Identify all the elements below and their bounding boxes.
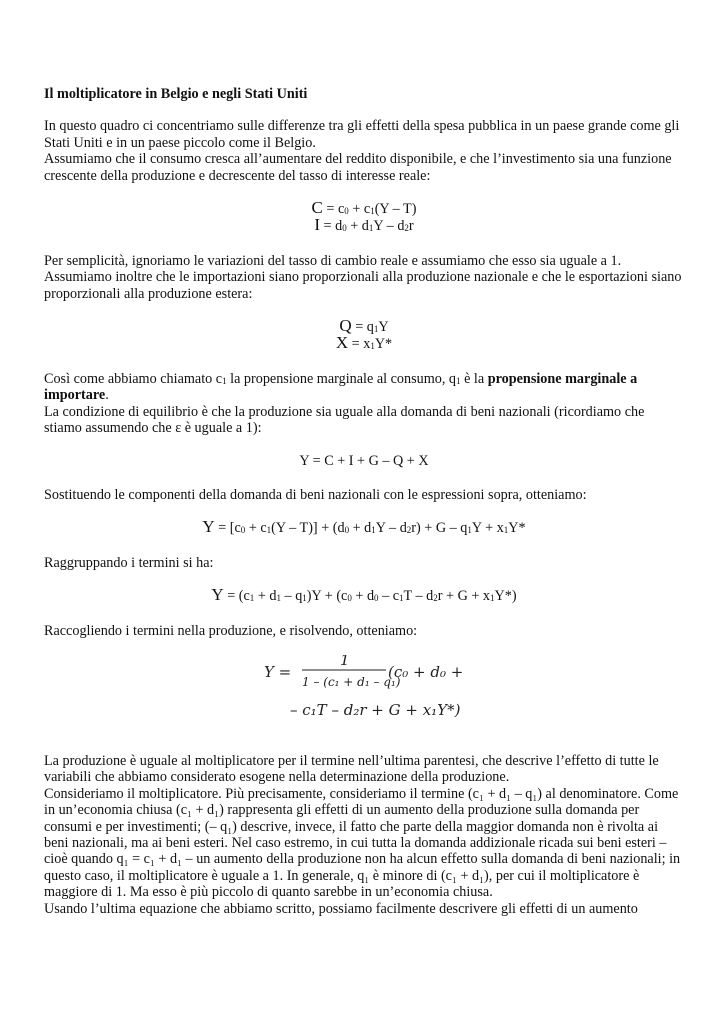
equation-consumption: $C = c_0 + c_1(Y - T)$	[311, 198, 417, 218]
equation-equilibrium: Y = C + I + G – Q + X	[299, 452, 429, 469]
equation-investment: $I = d_0 + d_1Y - d_2r$	[314, 215, 414, 235]
equation-substituted-block	[44, 519, 684, 536]
equation-exports: $X = x_1Y*$	[335, 333, 393, 353]
formula-denominator: 1 – (c₁ + d₁ – q₁)	[302, 674, 401, 689]
paragraph-multiplier-analysis: Consideriamo il moltiplicatore. Più precisamente, consideriamo il termine (c₁ + d₁ – q₁) al denominatore. Come in un’economia chiusa (c₁ + d₁) rappresenta gli effetti di un aumento della produzione sulla domanda per consumi e per investimenti; (– q₁) descrive, invece, il fatto che parte della maggior domanda non è rivolta ai beni nazionali, ma ai beni esteri. Nel caso estremo, in cui tutta la domanda addizionale ricada sui beni esteri – cioè quando q₁ = c₁ + d₁ – un aumento della produzione non ha alcun effetto sulla domanda di beni nazionali; in questo caso, il moltiplicatore è uguale a 1. In generale, q₁ è minore di (c₁ + d₁), per cui il moltiplicatore è maggiore di 1. Ma esso è più piccolo di quanto sarebbe in un’economia chiusa.	[44, 785, 681, 901]
equation-equilibrium-block	[44, 453, 684, 469]
paragraph-intro: In questo quadro ci concentriamo sulle differenze tra gli effetti della spesa pubblica in un paese grande come gli Stati Uniti e in un paese piccolo come il Belgio.	[44, 118, 680, 151]
equation-substituted: $Y = [c_0 + c_1(Y - T)] + (d_0 + d_1Y - d_2r) + G - q_1Y + x_1Y*$	[202, 517, 526, 537]
equation-imports: $Q = q_1Y$	[339, 316, 389, 336]
multiplier-formula	[264, 655, 464, 727]
paragraph-solving: Raccogliendo i termini nella produzione, e risolvendo, otteniamo:	[44, 622, 418, 639]
paragraph-assumptions: Assumiamo che il consumo cresca all’aumentare del reddito disponibile, e che l’investimento sia una funzione crescente della produzione e decrescente del tasso di interesse reale:	[44, 151, 672, 184]
equation-block-trade	[44, 318, 684, 353]
formula-line2: – c₁T – d₂r + G + x₁Y*)	[290, 700, 461, 719]
equation-block-consumption-investment	[44, 200, 684, 235]
formula-lhs: Y =	[264, 662, 292, 681]
paragraph-exchange-rate: Per semplicità, ignoriamo le variazioni del tasso di cambio reale e assumiamo che esso sia uguale a 1. Assumiamo inoltre che le importazioni siano proporzionali alla produzione nazionale e che le esportazioni siano proporzionali alla produzione estera:	[44, 252, 682, 302]
paragraph-substitution: Sostituendo le componenti della domanda di beni nazionali con le espressioni sopra, otteniamo:	[44, 486, 587, 503]
paragraph-last-equation: Usando l’ultima equazione che abbiamo scritto, possiamo facilmente descrivere gli effetti di un aumento	[44, 900, 638, 917]
equation-grouped-block	[44, 587, 684, 604]
paragraph-multiplier-effect: La produzione è uguale al moltiplicatore per il termine nell’ultima parentesi, che descrive l’effetto di tutte le variabili che abbiamo considerato esogene nella determinazione della produzione.	[44, 752, 659, 786]
formula-line1: (c₀ + d₀ +	[388, 662, 464, 681]
paragraph-grouping: Raggruppando i termini si ha:	[44, 554, 214, 571]
paragraph-propensity: Così come abbiamo chiamato $c_1$ la propensione marginale al consumo, $q_1$ è la propensione marginale a importare.	[44, 370, 638, 404]
formula-numerator: 1	[340, 654, 350, 669]
document-title: Il moltiplicatore in Belgio e negli Stati Uniti	[44, 86, 308, 102]
equation-grouped: $Y = (c_1 + d_1 - q_1)Y + (c_0 + d_0 - c_1T - d_2r + G + x_1Y*)$	[211, 585, 517, 605]
bold-term: propensione marginale a importare	[44, 370, 638, 404]
document-page	[44, 86, 684, 917]
paragraph-equilibrium: La condizione di equilibrio è che la produzione sia uguale alla domanda di beni nazionali (ricordiamo che stiamo assumendo che ε è uguale a 1):	[44, 403, 645, 437]
